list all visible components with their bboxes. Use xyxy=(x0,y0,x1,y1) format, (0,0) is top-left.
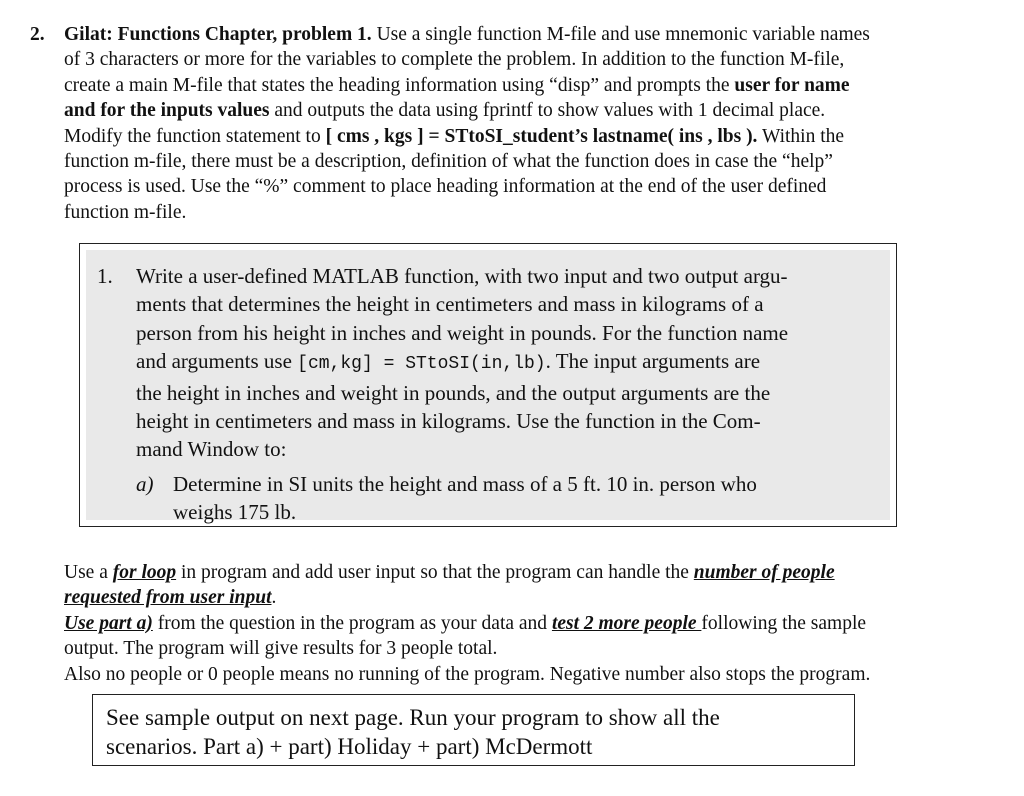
code-signature: [cm,kg] = STtoSI(in,lb) xyxy=(297,354,546,375)
problem-line-2: of 3 characters or more for the variables to complete the problem. In addition to the function M-file, xyxy=(64,49,845,71)
textbook-question-panel xyxy=(86,250,890,525)
test-more-people-emphasis: test 2 more people xyxy=(551,612,702,634)
problem-line-4: and for the inputs values and outputs the data using fprintf to show values with 1 decimal place. xyxy=(64,100,826,122)
number-of-people-emphasis: number of people xyxy=(693,562,835,583)
question-number: 1. xyxy=(97,264,113,288)
problem-title: Gilat: Functions Chapter, problem 1. xyxy=(64,24,372,45)
instructions: Use a for loop in program and add user input so that the program can handle the number of people requested from user input. Use part a) from the question in the program as your data and test 2 more people following the sample output. The program will give results for 3 people total. Also no people or 0 people means no running of the program. Negative number also stops the program. xyxy=(64,562,871,685)
sample-output-note-box: See sample output on next page. Run your program to show all the scenarios. Part a) + part) Holiday + part) McDermott xyxy=(92,694,855,766)
for-loop-emphasis: for loop xyxy=(112,562,177,583)
use-part-a-emphasis: Use part a) xyxy=(64,612,153,634)
subpart-text: Determine in SI units the height and mass of a 5 ft. 10 in. person who weighs 175 lb. xyxy=(173,472,757,525)
problem-line-6: function m-file, there must be a description, definition of what the function does in case the “help” xyxy=(64,151,833,173)
problem-number: 2. xyxy=(30,24,45,45)
function-signature: [ cms , kgs ] = STtoSI_student’s lastname( ins , lbs ). xyxy=(325,125,758,147)
problem-line-7: process is used. Use the “%” comment to place heading information at the end of the user defined xyxy=(64,176,827,198)
textbook-question-box xyxy=(79,243,897,527)
problem-line-5: Modify the function statement to [ cms , kgs ] = STtoSI_student’s lastname( ins , lbs ). Within the xyxy=(64,125,845,147)
subpart-label: a) xyxy=(136,472,154,496)
problem-line-1: Gilat: Functions Chapter, problem 1. Use a single function M-file and use mnemonic variable names xyxy=(64,24,870,45)
problem-statement xyxy=(64,22,1009,225)
question-text: Write a user-defined MATLAB function, with two input and two output argu- ments that determines the height in centimeters and mass in kilograms of a person from his height in inches and weight in pounds. For the function name and arguments use [cm,kg] = STtoSI(in,lb). The input arguments are the height in inches and weight in pounds, and the output arguments are the height in centimeters and mass in kilograms. Use the function in the Com- mand Window to: xyxy=(136,264,789,462)
problem-line-8: function m-file. xyxy=(64,201,187,223)
problem-line-3: create a main M-file that states the heading information using “disp” and prompts the user for name xyxy=(64,74,850,96)
